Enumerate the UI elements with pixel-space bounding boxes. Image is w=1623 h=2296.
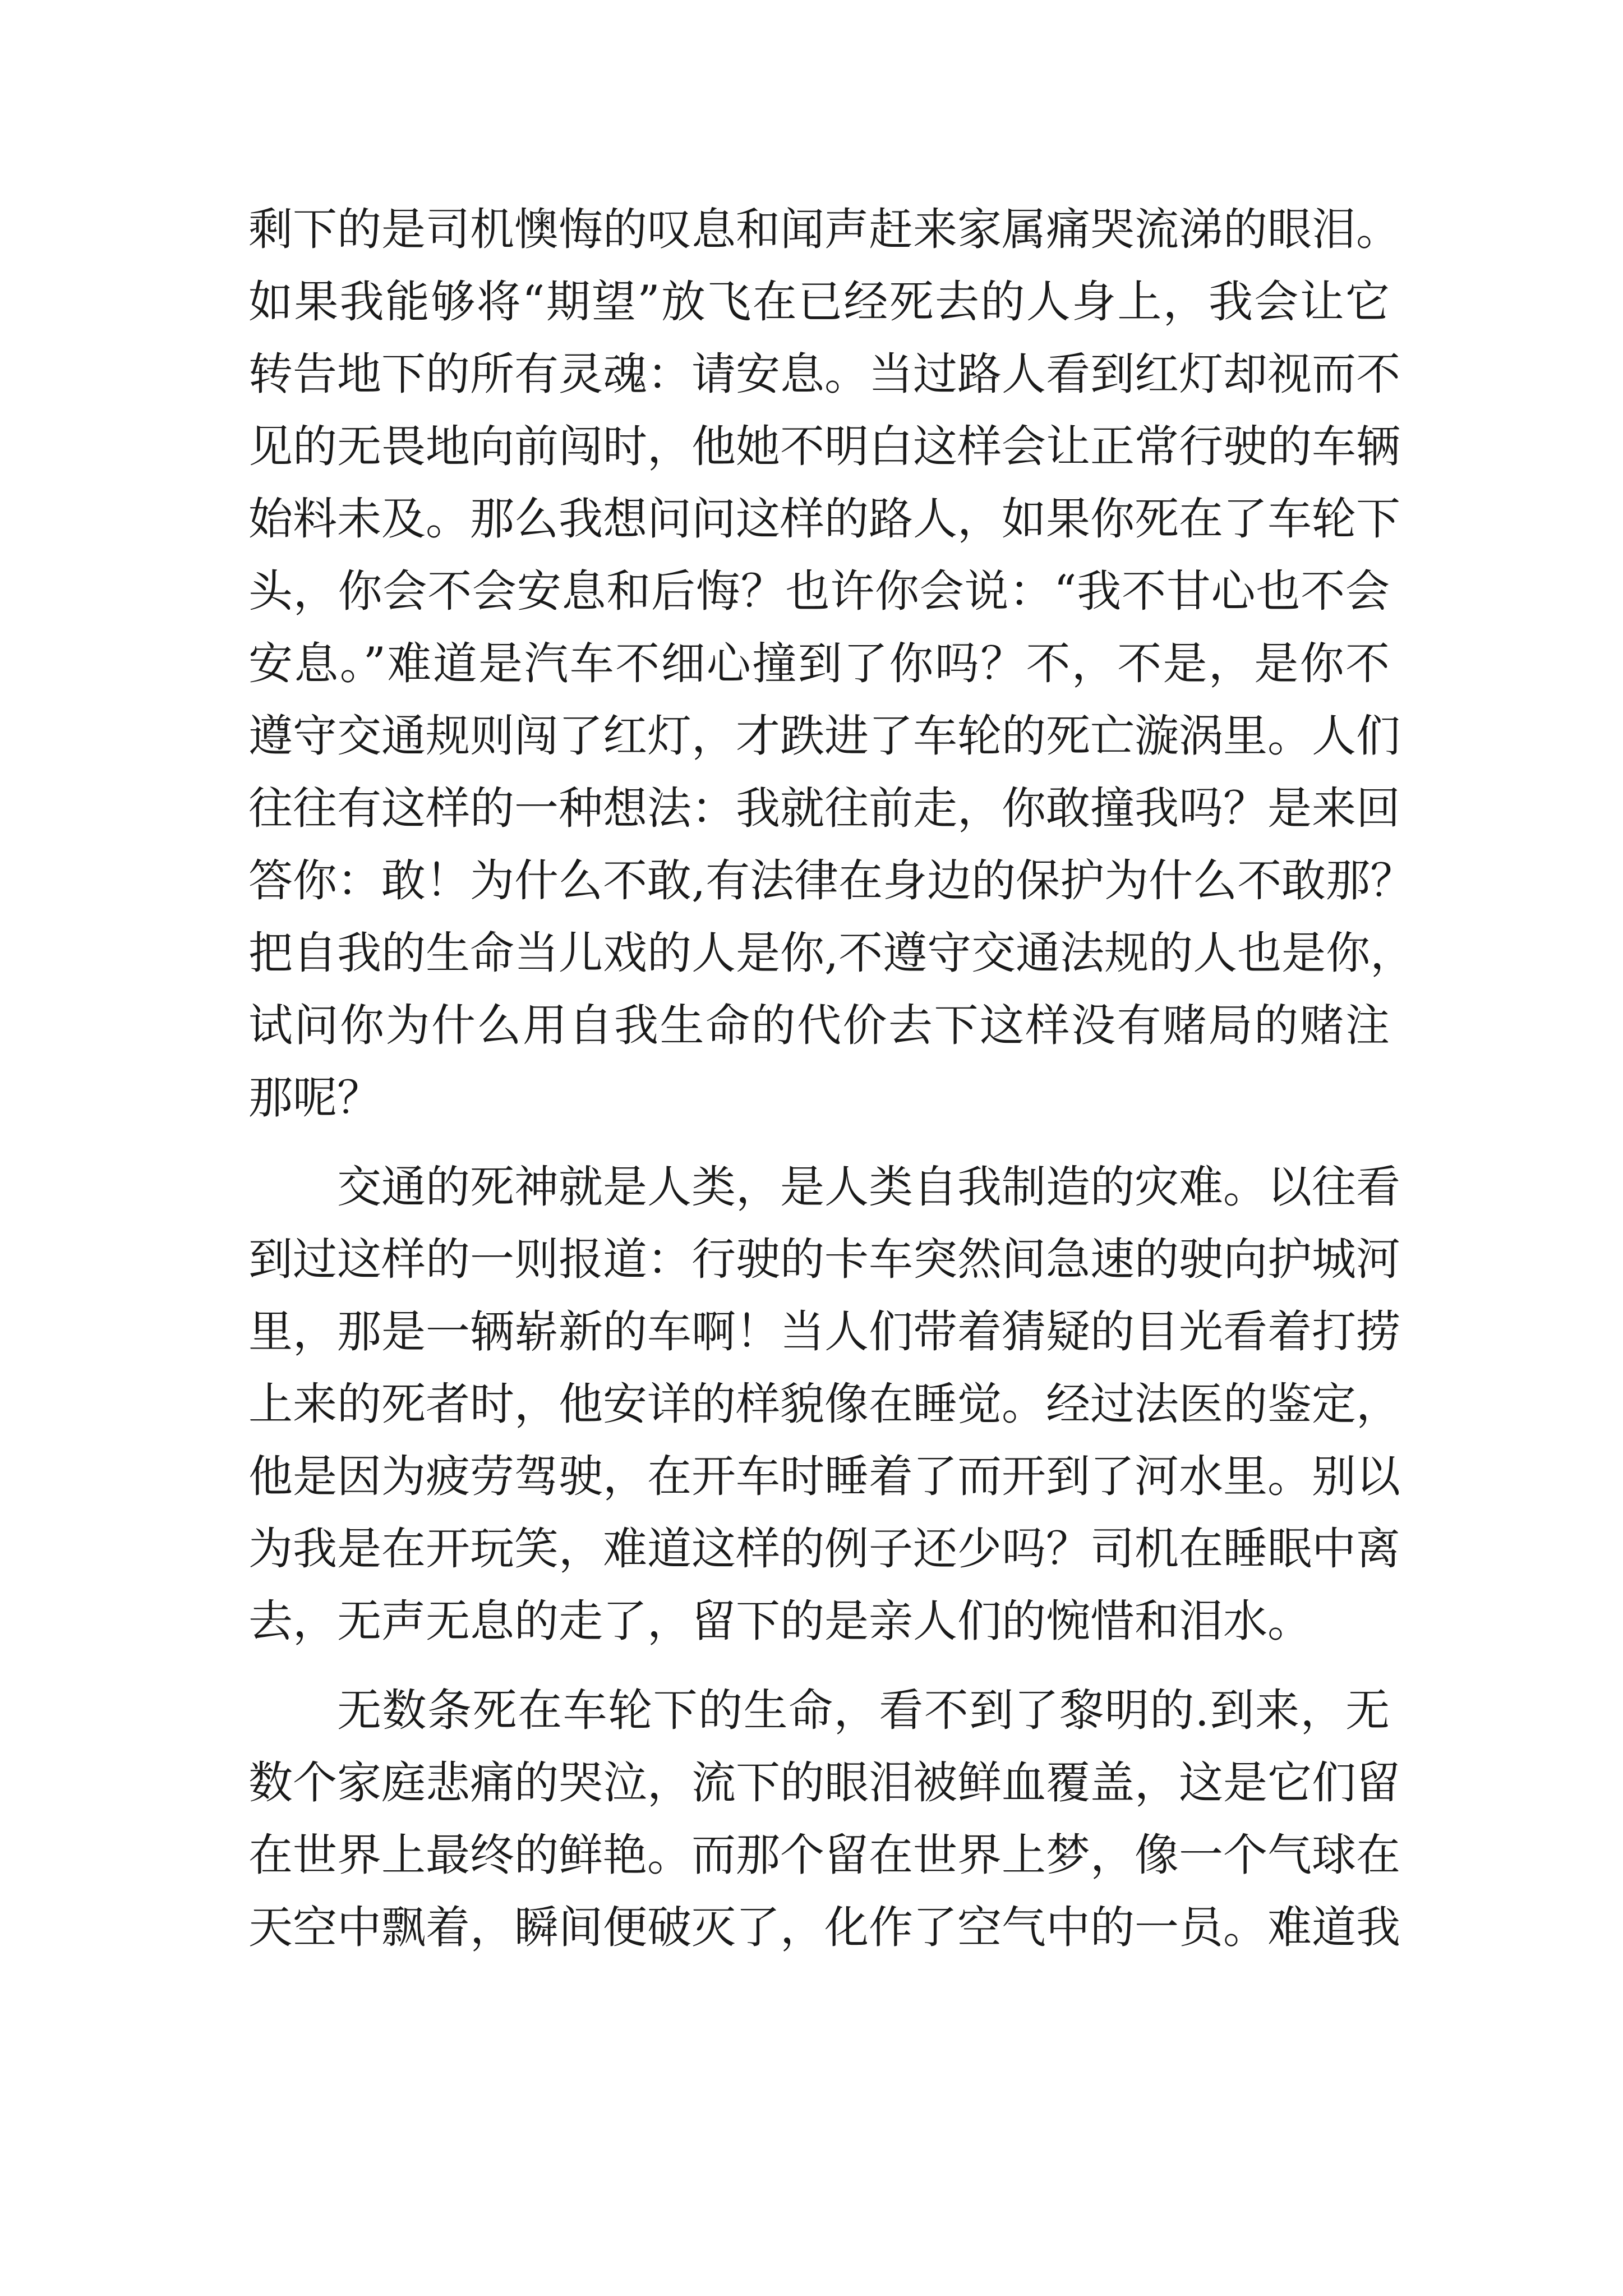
text-line: 答你：敢！为什么不敢,有法律在身边的保护为什么不敢那？ (248, 855, 1415, 907)
text-line: 无数条死在车轮下的生命，看不到了黎明的.到来，无 (337, 1685, 1390, 1736)
text-line: 天空中飘着，瞬间便破灭了，化作了空气中的一员。难道我 (248, 1902, 1400, 1953)
text-line: 把自我的生命当儿戏的人是你,不遵守交通法规的人也是你， (248, 927, 1415, 979)
text-line: 为我是在开玩笑，难道这样的例子还少吗？司机在睡眠中离 (248, 1523, 1400, 1575)
text-line: 数个家庭悲痛的哭泣，流下的眼泪被鲜血覆盖，这是它们留 (248, 1757, 1400, 1809)
text-line: 到过这样的一则报道：行驶的卡车突然间急速的驶向护城河 (248, 1234, 1400, 1285)
text-line: 他是因为疲劳驾驶，在开车时睡着了而开到了河水里。别以 (248, 1451, 1400, 1502)
body-text (248, 194, 1415, 1964)
text-line: 遵守交通规则闯了红灯，才跌进了车轮的死亡漩涡里。人们 (248, 710, 1400, 762)
text-line: 安息。”难道是汽车不细心撞到了你吗？不，不是，是你不 (248, 638, 1390, 689)
paragraph-3 (248, 1674, 1400, 1964)
text-line: 去，无声无息的走了，留下的是亲人们的惋惜和泪水。 (248, 1595, 1312, 1647)
text-line: 剩下的是司机懊悔的叹息和闻声赶来家属痛哭流涕的眼泪。 (248, 204, 1400, 255)
text-line: 往往有这样的一种想法：我就往前走，你敢撞我吗？是来回 (248, 783, 1400, 834)
text-line: 那呢？ (248, 1072, 381, 1124)
paragraph-2 (248, 1151, 1400, 1658)
text-line: 上来的死者时，他安详的样貌像在睡觉。经过法医的鉴定， (248, 1378, 1400, 1430)
text-line: 如果我能够将“期望”放飞在已经死去的人身上，我会让它 (248, 276, 1390, 328)
text-line: 见的无畏地向前闯时，他她不明白这样会让正常行驶的车辆 (248, 421, 1400, 472)
paragraph-gap (248, 1134, 1390, 1151)
text-line: 头，你会不会安息和后悔？也许你会说：“我不甘心也不会 (248, 565, 1390, 617)
text-line: 始料未及。那么我想问问这样的路人，如果你死在了车轮下 (248, 493, 1400, 545)
text-line: 里，那是一辆崭新的车啊！当人们带着猜疑的目光看着打捞 (248, 1306, 1400, 1358)
paragraph-1 (248, 194, 1415, 1134)
text-line: 在世界上最终的鲜艳。而那个留在世界上梦，像一个气球在 (248, 1829, 1400, 1881)
paragraph-gap (248, 1658, 1390, 1674)
text-line: 试问你为什么用自我生命的代价去下这样没有赌局的赌注 (248, 1000, 1390, 1051)
text-line: 转告地下的所有灵魂：请安息。当过路人看到红灯却视而不 (248, 348, 1400, 400)
text-line: 交通的死神就是人类，是人类自我制造的灾难。以往看 (337, 1161, 1400, 1213)
